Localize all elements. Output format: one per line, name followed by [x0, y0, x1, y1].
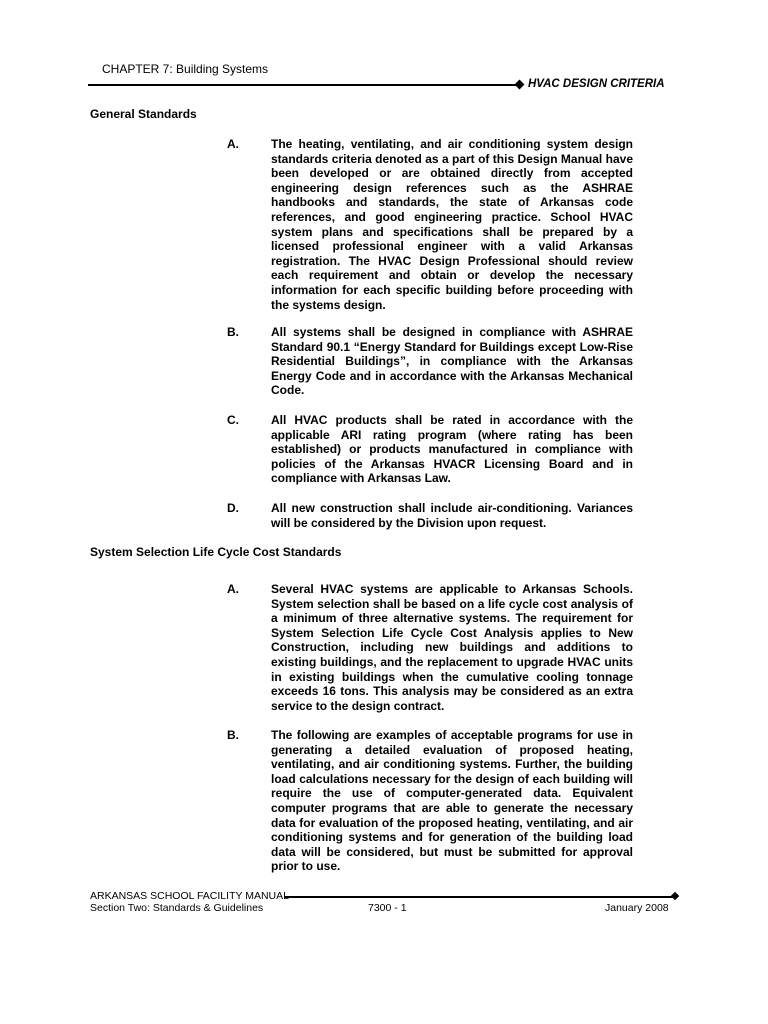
item-text: Several HVAC systems are applicable to Arkansas Schools. System selection shall be based on a life cycle cost analysis of a minimum of three alternative systems. The requirement for System Selection Life Cycle Cost Analysis applies to New Construction, including new buildings and additions to existing buildings, and the replacement to upgrade HVAC units in existing buildings when the cumulative cooling tonnage exceeds 16 tons. This analysis may be considered as an extra service to the design contract.: [271, 582, 633, 713]
item-letter: A.: [227, 582, 239, 596]
item-text: The following are examples of acceptable programs for use in generating a detailed evaluation of proposed heating, ventilating, and air conditioning systems. Further, the building load calculations necessary for the design of each building will require the use of computer-generated data. Equivalent computer programs that are able to generate the necessary data for evaluation of the proposed heating, ventilating, and air conditioning systems and for generation of the building load data will be considered, but must be submitted for approval prior to use.: [271, 728, 633, 874]
section-heading-general-standards: General Standards: [90, 107, 197, 121]
header-diamond-ornament: [515, 80, 525, 90]
page-number: 7300 - 1: [368, 902, 407, 914]
footer-date: January 2008: [605, 902, 669, 914]
section-heading-life-cycle-cost: System Selection Life Cycle Cost Standards: [90, 545, 342, 559]
item-text: The heating, ventilating, and air conditioning system design standards criteria denoted as a part of this Design Manual have been developed or are obtained directly from accepted engineering design references such as the ASHRAE handbooks and standards, the state of Arkansas code references, and good engineering practice. School HVAC system plans and specifications shall be prepared by a licensed professional engineer with a valid Arkansas registration. The HVAC Design Professional should review each requirement and obtain or develop the necessary information for each specific building before proceeding with the systems design.: [271, 137, 633, 312]
footer-diamond-ornament: [671, 892, 679, 900]
item-letter: B.: [227, 325, 239, 339]
footer-manual-title: ARKANSAS SCHOOL FACILITY MANUAL: [90, 890, 289, 902]
item-text: All systems shall be designed in compliance with ASHRAE Standard 90.1 “Energy Standard for Buildings except Low-Rise Residential Buildings”, in compliance with the Arkansas Energy Code and in accordance with the Arkansas Mechanical Code.: [271, 325, 633, 398]
item-text: All new construction shall include air-conditioning. Variances will be considered by the Division upon request.: [271, 501, 633, 530]
chapter-title: CHAPTER 7: Building Systems: [102, 62, 269, 76]
header-rule: [88, 84, 520, 86]
item-text: All HVAC products shall be rated in accordance with the applicable ARI rating program (where rating has been established) or products manufactured in compliance with policies of the Arkansas HVACR Licensing Board and in compliance with Arkansas Law.: [271, 413, 633, 486]
item-letter: D.: [227, 501, 239, 515]
item-letter: B.: [227, 728, 239, 742]
item-letter: A.: [227, 137, 239, 151]
footer-section-label: Section Two: Standards & Guidelines: [90, 902, 264, 914]
item-letter: C.: [227, 413, 239, 427]
document-title: HVAC DESIGN CRITERIA: [528, 78, 665, 90]
footer-rule: [284, 896, 674, 898]
